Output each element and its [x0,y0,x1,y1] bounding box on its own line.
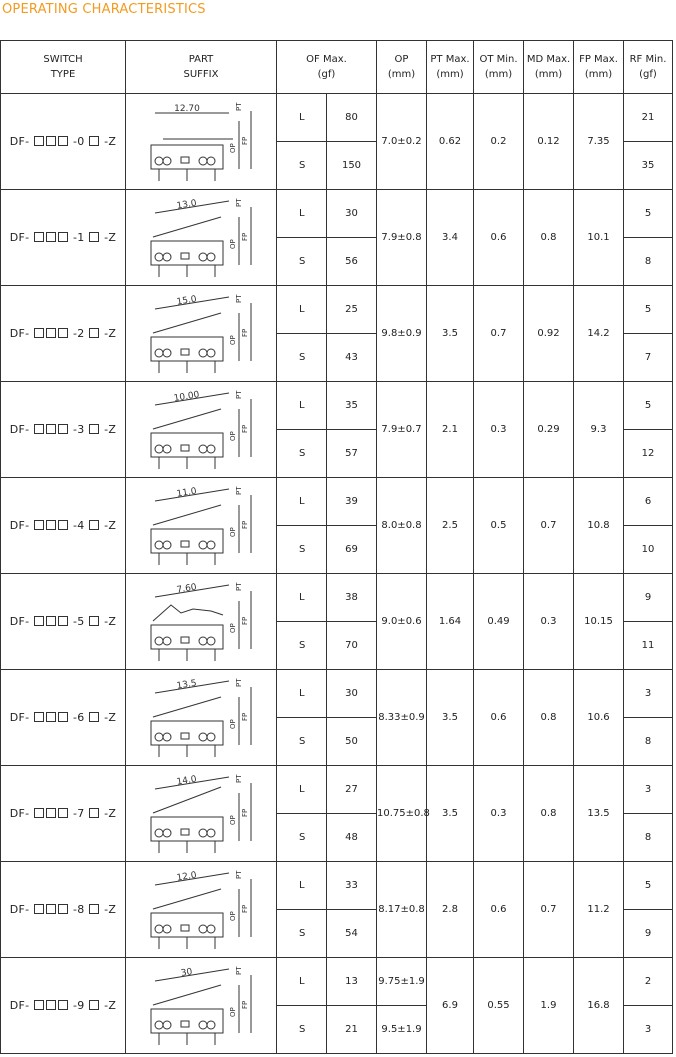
type-suffix: -3 [72,423,85,436]
rf-value-2: 10 [624,526,673,574]
md-value: 0.12 [524,94,574,190]
of-value-l: 38 [327,574,377,622]
switch-drawing [141,197,261,279]
placeholder-box [46,904,56,914]
op-value: 8.33±0.9 [377,670,427,766]
fp-value: 10.6 [574,670,624,766]
type-end: -Z [104,903,117,916]
lever-dimension-label: 30 [180,966,194,979]
of-label-s: S [277,238,327,286]
switch-type-cell [1,382,126,478]
of-value-l: 80 [327,94,377,142]
of-value-s: 70 [327,622,377,670]
placeholder-box [89,904,99,914]
lever-dimension-label: 13.0 [176,198,198,212]
fp-value: 13.5 [574,766,624,862]
ot-value: 0.55 [474,958,524,1054]
of-label-s: S [277,142,327,190]
header-op: OP (mm) [377,41,427,94]
switch-drawing [141,581,261,663]
type-suffix: -4 [72,519,85,532]
type-end: -Z [104,231,117,244]
type-suffix: -9 [72,999,85,1012]
table-row [1,94,673,142]
of-label-s: S [277,910,327,958]
of-value-s: 54 [327,910,377,958]
part-suffix-drawing-cell [126,286,277,382]
type-prefix: DF- [9,807,30,820]
fp-value: 16.8 [574,958,624,1054]
pt-value: 6.9 [427,958,474,1054]
rf-value-1: 9 [624,574,673,622]
part-suffix-drawing-cell [126,94,277,190]
of-label-l: L [277,478,327,526]
placeholder-box [46,136,56,146]
of-value-l: 30 [327,190,377,238]
switch-drawing [141,293,261,375]
placeholder-box [46,424,56,434]
table-row [1,286,673,334]
op-tag: OP [229,910,237,921]
op-value: 9.0±0.6 [377,574,427,670]
fp-value: 10.15 [574,574,624,670]
fp-value: 14.2 [574,286,624,382]
pt-value: 1.64 [427,574,474,670]
switch-drawing [141,389,261,471]
op-value: 8.0±0.8 [377,478,427,574]
pt-tag: PT [235,870,243,879]
switch-type-cell [1,478,126,574]
rf-value-2: 8 [624,718,673,766]
type-suffix: -0 [72,135,85,148]
placeholder-box [89,520,99,530]
of-label-l: L [277,94,327,142]
type-prefix: DF- [9,519,30,532]
op-tag: OP [229,334,237,345]
op-value: 10.75±0.8 [377,766,427,862]
fp-tag: FP [241,616,249,625]
rf-value-1: 3 [624,670,673,718]
rf-value-1: 5 [624,382,673,430]
lever-dimension-label: 12.0 [176,870,198,884]
pt-tag: PT [235,774,243,783]
of-label-l: L [277,766,327,814]
ot-value: 0.49 [474,574,524,670]
header-of-max: OF Max. (gf) [277,41,377,94]
type-end: -Z [104,999,117,1012]
switch-drawing [141,773,261,855]
of-label-l: L [277,382,327,430]
placeholder-box [89,232,99,242]
placeholder-box [89,712,99,722]
pt-value: 3.5 [427,766,474,862]
pt-value: 3.5 [427,286,474,382]
of-value-l: 39 [327,478,377,526]
table-row [1,190,673,238]
op-tag: OP [229,238,237,249]
pt-value: 2.5 [427,478,474,574]
placeholder-box [46,616,56,626]
lever-dimension-label: 7.60 [176,582,198,596]
table-row [1,958,673,1006]
md-value: 0.3 [524,574,574,670]
op-value: 9.75±1.9 [377,958,427,1006]
header-part-suffix: PART SUFFIX [126,41,277,94]
switch-type-cell [1,574,126,670]
table-row [1,766,673,814]
fp-value: 10.8 [574,478,624,574]
of-value-s: 48 [327,814,377,862]
switch-type-cell [1,766,126,862]
table-row [1,382,673,430]
type-suffix: -8 [72,903,85,916]
of-label-l: L [277,670,327,718]
of-value-l: 35 [327,382,377,430]
switch-type-cell [1,958,126,1054]
of-label-s: S [277,334,327,382]
of-value-l: 25 [327,286,377,334]
ot-value: 0.3 [474,766,524,862]
of-label-s: S [277,526,327,574]
op-tag: OP [229,814,237,825]
of-value-s: 69 [327,526,377,574]
type-end: -Z [104,519,117,532]
fp-value: 7.35 [574,94,624,190]
placeholder-box [89,424,99,434]
placeholder-box [46,712,56,722]
switch-type-cell [1,286,126,382]
op-tag: OP [229,430,237,441]
switch-type-cell [1,190,126,286]
lever-dimension-label: 13.5 [176,678,198,692]
ot-value: 0.5 [474,478,524,574]
type-prefix: DF- [9,135,30,148]
lever-dimension-label: 10.00 [173,389,201,404]
part-suffix-drawing-cell [126,766,277,862]
placeholder-box [46,232,56,242]
op-value: 8.17±0.8 [377,862,427,958]
pt-tag: PT [235,294,243,303]
of-label-l: L [277,862,327,910]
header-pt-max: PT Max. (mm) [427,41,474,94]
op-value-2: 9.5±1.9 [377,1006,427,1054]
md-value: 0.92 [524,286,574,382]
of-label-s: S [277,622,327,670]
of-label-l: L [277,286,327,334]
operating-characteristics-table [0,40,673,1054]
type-prefix: DF- [9,423,30,436]
of-value-l: 33 [327,862,377,910]
of-value-s: 57 [327,430,377,478]
of-value-s: 50 [327,718,377,766]
type-prefix: DF- [9,327,30,340]
of-value-s: 43 [327,334,377,382]
of-label-l: L [277,958,327,1006]
of-label-s: S [277,430,327,478]
placeholder-box [34,328,44,338]
ot-value: 0.6 [474,670,524,766]
ot-value: 0.2 [474,94,524,190]
type-end: -Z [104,135,117,148]
of-label-s: S [277,1006,327,1054]
switch-drawing [141,965,261,1047]
rf-value-2: 8 [624,238,673,286]
placeholder-box [89,328,99,338]
placeholder-box [34,1000,44,1010]
placeholder-box [58,616,68,626]
pt-tag: PT [235,198,243,207]
header-ot-min: OT Min. (mm) [474,41,524,94]
md-value: 0.8 [524,766,574,862]
placeholder-box [34,520,44,530]
ot-value: 0.6 [474,862,524,958]
switch-type-cell [1,862,126,958]
placeholder-box [58,808,68,818]
lever-dimension-label: 15.0 [176,294,198,308]
switch-drawing [141,869,261,951]
header-md-max: MD Max. (mm) [524,41,574,94]
type-prefix: DF- [9,903,30,916]
type-prefix: DF- [9,231,30,244]
type-suffix: -1 [72,231,85,244]
of-value-l: 30 [327,670,377,718]
placeholder-box [46,808,56,818]
fp-tag: FP [241,328,249,337]
of-label-l: L [277,574,327,622]
switch-drawing [141,101,261,183]
type-suffix: -6 [72,711,85,724]
of-label-l: L [277,190,327,238]
md-value: 0.7 [524,478,574,574]
rf-value-2: 11 [624,622,673,670]
rf-value-1: 5 [624,862,673,910]
fp-tag: FP [241,904,249,913]
fp-tag: FP [241,520,249,529]
fp-value: 9.3 [574,382,624,478]
placeholder-box [34,136,44,146]
type-suffix: -7 [72,807,85,820]
rf-value-2: 9 [624,910,673,958]
of-value-s: 21 [327,1006,377,1054]
md-value: 1.9 [524,958,574,1054]
type-suffix: -2 [72,327,85,340]
placeholder-box [89,1000,99,1010]
of-value-l: 13 [327,958,377,1006]
rf-value-1: 3 [624,766,673,814]
header-rf-min: RF Min. (gf) [624,41,673,94]
part-suffix-drawing-cell [126,382,277,478]
placeholder-box [34,232,44,242]
md-value: 0.8 [524,190,574,286]
placeholder-box [89,616,99,626]
rf-value-2: 8 [624,814,673,862]
pt-tag: PT [235,582,243,591]
type-prefix: DF- [9,711,30,724]
switch-type-cell [1,94,126,190]
fp-tag: FP [241,232,249,241]
rf-value-1: 6 [624,478,673,526]
of-value-l: 27 [327,766,377,814]
op-value: 7.9±0.8 [377,190,427,286]
pt-tag: PT [235,390,243,399]
md-value: 0.29 [524,382,574,478]
placeholder-box [46,520,56,530]
fp-value: 11.2 [574,862,624,958]
type-end: -Z [104,423,117,436]
part-suffix-drawing-cell [126,190,277,286]
op-tag: OP [229,622,237,633]
lever-dimension-label: 12.70 [174,103,200,114]
placeholder-box [34,616,44,626]
table-row [1,862,673,910]
pt-value: 3.5 [427,670,474,766]
ot-value: 0.6 [474,190,524,286]
switch-drawing [141,677,261,759]
table-row [1,670,673,718]
part-suffix-drawing-cell [126,670,277,766]
pt-value: 2.8 [427,862,474,958]
part-suffix-drawing-cell [126,478,277,574]
placeholder-box [58,1000,68,1010]
type-prefix: DF- [9,999,30,1012]
part-suffix-drawing-cell [126,958,277,1054]
ot-value: 0.3 [474,382,524,478]
type-end: -Z [104,615,117,628]
header-switch-type: SWITCH TYPE [1,41,126,94]
of-value-s: 56 [327,238,377,286]
placeholder-box [34,904,44,914]
table-row [1,478,673,526]
rf-value-1: 2 [624,958,673,1006]
type-end: -Z [104,807,117,820]
fp-tag: FP [241,808,249,817]
rf-value-2: 12 [624,430,673,478]
header-row [1,41,673,94]
switch-drawing [141,485,261,567]
pt-value: 0.62 [427,94,474,190]
placeholder-box [46,1000,56,1010]
placeholder-box [46,328,56,338]
pt-tag: PT [235,486,243,495]
ot-value: 0.7 [474,286,524,382]
placeholder-box [58,712,68,722]
placeholder-box [58,232,68,242]
of-label-s: S [277,718,327,766]
switch-type-cell [1,670,126,766]
type-prefix: DF- [9,615,30,628]
placeholder-box [58,136,68,146]
placeholder-box [34,424,44,434]
placeholder-box [89,808,99,818]
lever-dimension-label: 11.0 [176,486,198,500]
placeholder-box [58,520,68,530]
op-tag: OP [229,1006,237,1017]
op-tag: OP [229,526,237,537]
rf-value-2: 7 [624,334,673,382]
op-value: 7.9±0.7 [377,382,427,478]
rf-value-1: 5 [624,190,673,238]
of-label-s: S [277,814,327,862]
md-value: 0.7 [524,862,574,958]
pt-value: 3.4 [427,190,474,286]
header-fp-max: FP Max. (mm) [574,41,624,94]
type-suffix: -5 [72,615,85,628]
type-end: -Z [104,327,117,340]
of-value-s: 150 [327,142,377,190]
placeholder-box [58,328,68,338]
type-end: -Z [104,711,117,724]
rf-value-2: 3 [624,1006,673,1054]
placeholder-box [58,424,68,434]
section-title: OPERATING CHARACTERISTICS [2,2,206,17]
op-tag: OP [229,718,237,729]
op-value: 9.8±0.9 [377,286,427,382]
rf-value-1: 21 [624,94,673,142]
placeholder-box [34,712,44,722]
table-row [1,574,673,622]
fp-tag: FP [241,424,249,433]
op-value: 7.0±0.2 [377,94,427,190]
pt-tag: PT [235,102,243,111]
part-suffix-drawing-cell [126,862,277,958]
rf-value-2: 35 [624,142,673,190]
placeholder-box [89,136,99,146]
fp-tag: FP [241,136,249,145]
placeholder-box [58,904,68,914]
rf-value-1: 5 [624,286,673,334]
pt-tag: PT [235,678,243,687]
op-tag: OP [229,142,237,153]
part-suffix-drawing-cell [126,574,277,670]
fp-value: 10.1 [574,190,624,286]
md-value: 0.8 [524,670,574,766]
pt-value: 2.1 [427,382,474,478]
fp-tag: FP [241,1000,249,1009]
fp-tag: FP [241,712,249,721]
placeholder-box [34,808,44,818]
lever-dimension-label: 14.0 [176,774,198,788]
pt-tag: PT [235,966,243,975]
